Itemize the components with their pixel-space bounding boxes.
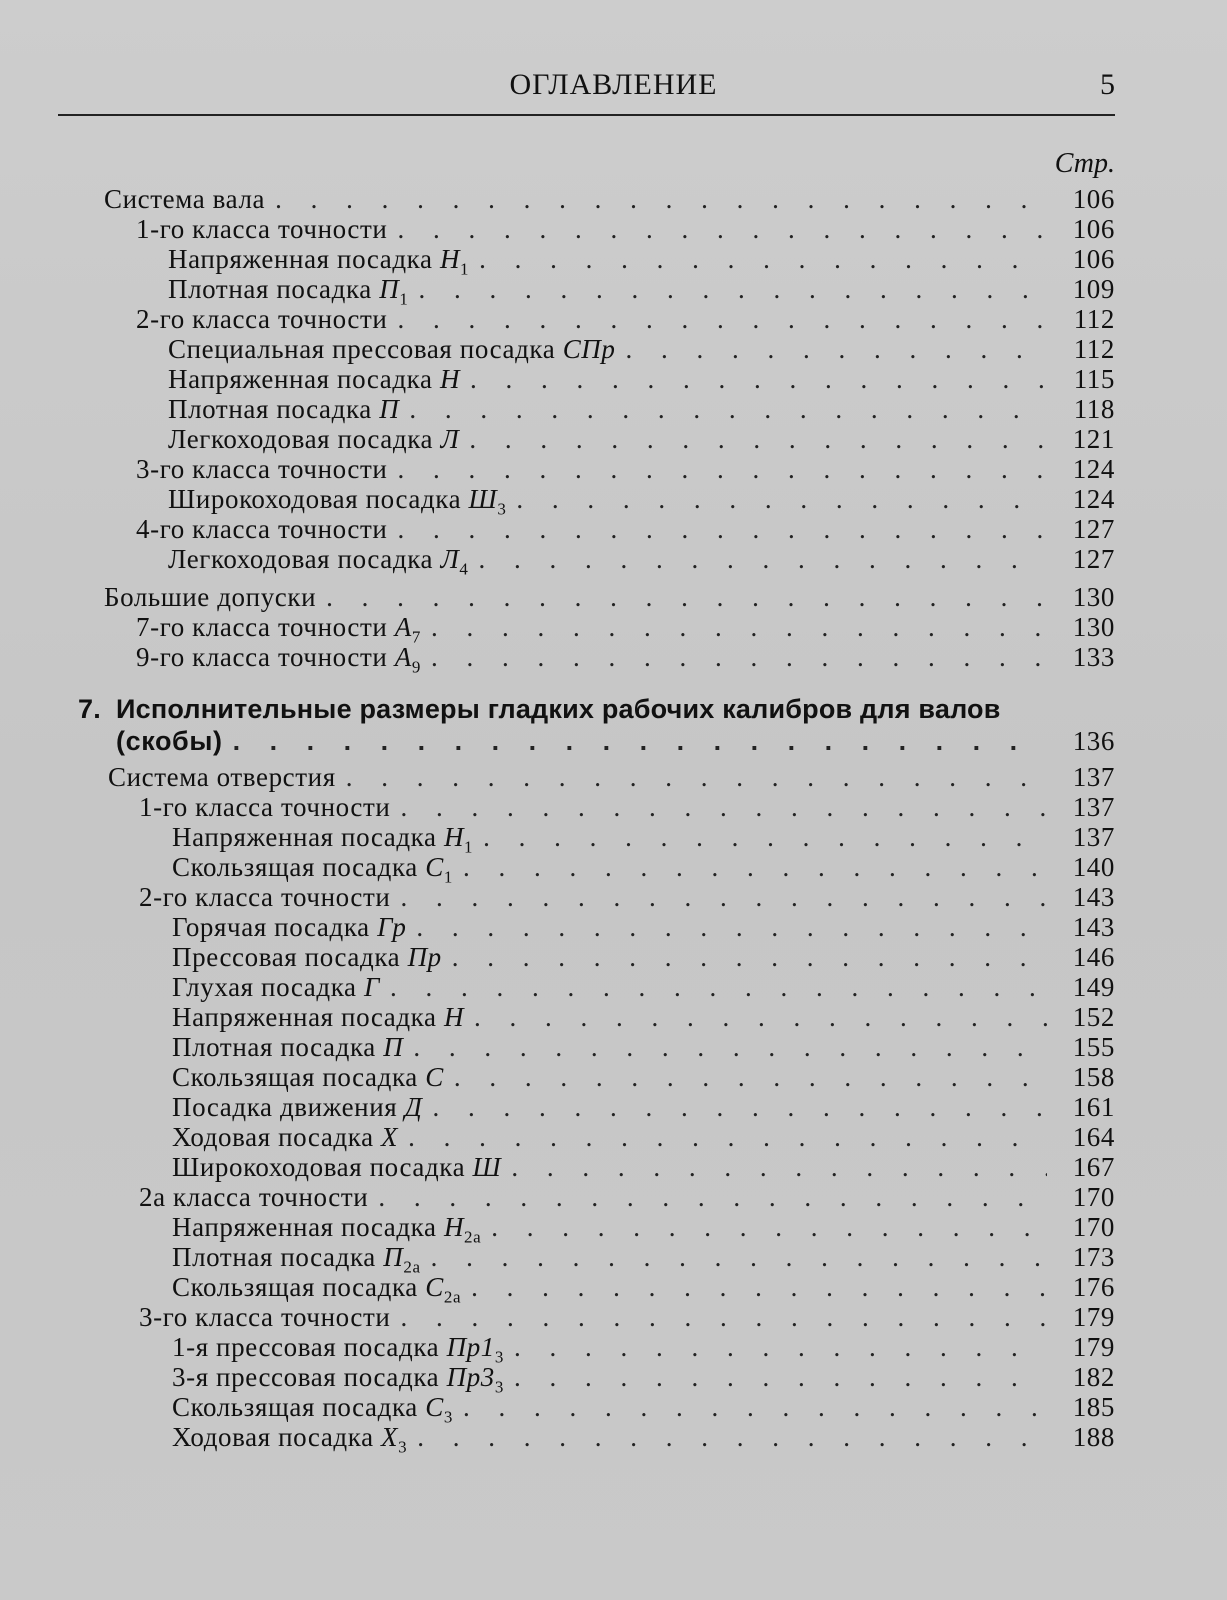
toc-entry: Система отверстия . . . 137 [108,762,1115,792]
toc-entry: Широкоходовая посадка Ш . . . 167 [172,1152,1115,1182]
toc-entry: Скользящая посадка С . . . 158 [172,1062,1115,1092]
toc-entry: Напряженная посадка $Н_1$ . . . 106 [168,244,1115,274]
page-number: 5 [1100,68,1115,101]
toc-entry: Легкоходовая посадка $Л_4$ . . . 127 [168,544,1115,574]
toc-entry: Посадка движения Д . . . 161 [172,1092,1115,1122]
toc-entry: Легкоходовая посадка Л . . . 121 [168,424,1115,454]
toc-entry: Плотная посадка П . . . 155 [172,1032,1115,1062]
toc-entry: Специальная прессовая посадка СПр . . . 112 [168,334,1115,364]
section-title-line1: Исполнительные размеры гладких рабочих калибров для валов [116,694,1001,724]
section-number: 7. [78,694,101,724]
toc-entry: 2-го класса точности . . . 112 [136,304,1115,334]
toc-entry: 3-го класса точности . . . 179 [139,1302,1115,1332]
toc-entry: Плотная посадка П . . . 118 [168,394,1115,424]
toc-entry: Напряженная посадка $Н_1$ . . . 137 [172,822,1115,852]
toc-entry: Ходовая посадка $Х_3$ . . . 188 [172,1422,1115,1452]
toc-entry: 9-го класса точности $А_9$ . . . 133 [136,642,1115,672]
toc-entry: Ходовая посадка Х . . . 164 [172,1122,1115,1152]
toc-entry: Плотная посадка $П_{2а}$ . . . 173 [172,1242,1115,1272]
toc-entry: Большие допуски . . . 130 [104,582,1115,612]
toc-entry: Глухая посадка Г . . . 149 [172,972,1115,1002]
toc-entry: Скользящая посадка $С_{2а}$ . . . 176 [172,1272,1115,1302]
toc-entry: Напряженная посадка Н . . . 152 [172,1002,1115,1032]
toc-entry: 1-я прессовая посадка $Пр1_3$ . . . 179 [172,1332,1115,1362]
toc-entry: 1-го класса точности . . . 137 [139,792,1115,822]
toc-entry: Горячая посадка Гр . . . 143 [172,912,1115,942]
toc-entry: Широкоходовая посадка $Ш_3$ . . . 124 [168,484,1115,514]
toc-entry: Напряженная посадка $Н_{2а}$ . . . 170 [172,1212,1115,1242]
toc-entry: 3-го класса точности . . . 124 [136,454,1115,484]
toc-entry: Прессовая посадка Пр . . . 146 [172,942,1115,972]
toc-entry: Система вала . . . 106 [104,184,1115,214]
section-heading-continuation: (скобы) . . . 136 [116,726,1115,756]
toc-entry: Плотная посадка $П_1$ . . . 109 [168,274,1115,304]
toc-entry: 7-го класса точности $А_7$ . . . 130 [136,612,1115,642]
toc-entry: 2-го класса точности . . . 143 [139,882,1115,912]
page-column-label: Стр. [1054,148,1115,179]
toc-entry: Скользящая посадка $С_1$ . . . 140 [172,852,1115,882]
toc-entry: 2а класса точности . . . 170 [139,1182,1115,1212]
running-title: ОГЛАВЛЕНИЕ [509,68,718,101]
toc-entry: 3-я прессовая посадка $Пр3_3$ . . . 182 [172,1362,1115,1392]
toc-entry: Напряженная посадка Н . . . 115 [168,364,1115,394]
toc-entry: 4-го класса точности . . . 127 [136,514,1115,544]
toc-entry: 1-го класса точности . . . 106 [136,214,1115,244]
section-heading [78,692,1118,726]
toc-entry: Скользящая посадка $С_3$ . . . 185 [172,1392,1115,1422]
